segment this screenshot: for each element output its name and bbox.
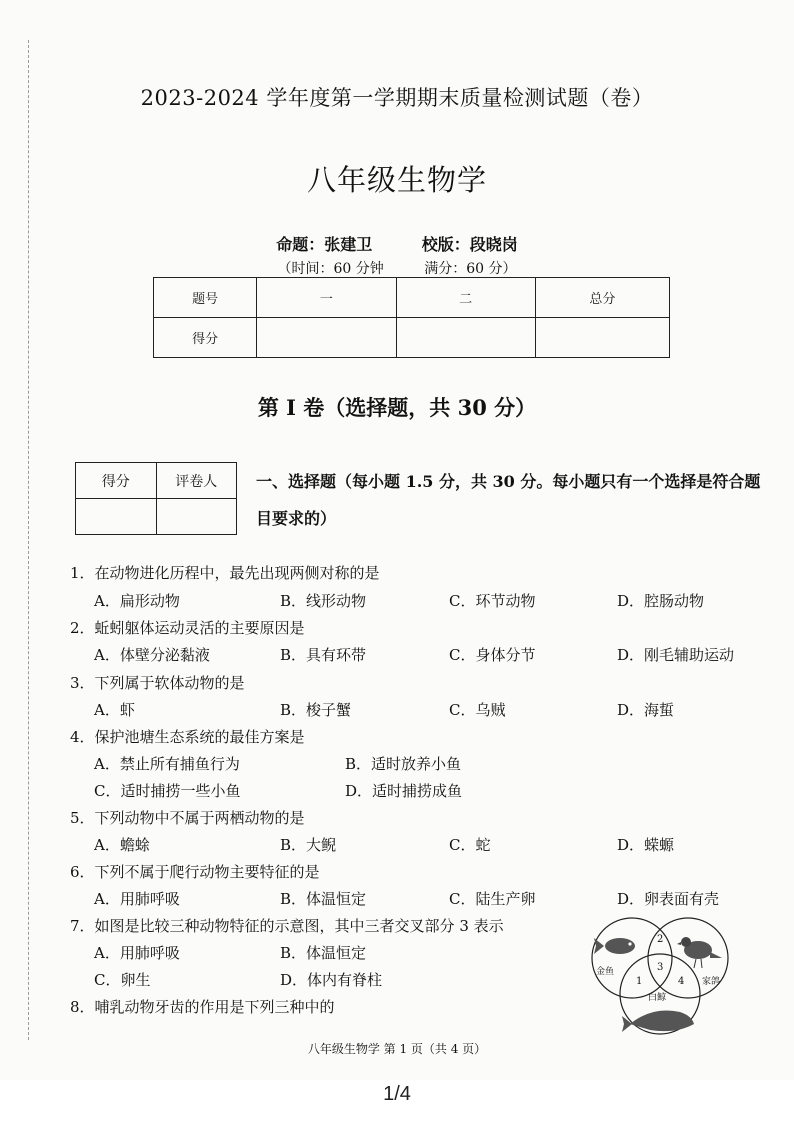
table-row xyxy=(76,463,237,499)
option-b: B．梭子蟹 xyxy=(280,701,352,719)
option-b: B．线形动物 xyxy=(280,592,367,610)
score-input-cell[interactable] xyxy=(535,318,669,358)
table-row xyxy=(154,318,670,358)
section-title: 一、选择题（每小题 1.5 分，共 30 分。每小题只有一个选择是符合题目要求的） xyxy=(256,472,761,528)
venn-label-whale: 白鲸 xyxy=(648,993,667,1003)
table-cell: 二 xyxy=(396,278,535,318)
question-stem: 6．下列不属于爬行动物主要特征的是 xyxy=(70,863,320,881)
option-a: A．蟾蜍 xyxy=(94,836,150,854)
option-d: D．卵表面有壳 xyxy=(617,890,720,908)
goldfish-icon xyxy=(594,938,635,954)
option-d: D．海蜇 xyxy=(617,701,675,719)
option-a: A．虾 xyxy=(94,701,135,719)
venn-number: 4 xyxy=(678,976,685,987)
time-info xyxy=(0,258,794,278)
beluga-icon xyxy=(622,1011,694,1033)
table-cell: 总分 xyxy=(535,278,669,318)
table-cell: 得分 xyxy=(154,318,257,358)
option-b: B．大鲵 xyxy=(280,836,337,854)
option-c: C．陆生产卵 xyxy=(449,890,536,908)
option-b: B．具有环带 xyxy=(280,646,367,664)
table-row xyxy=(76,499,237,535)
venn-number: 2 xyxy=(657,934,664,945)
option-a: A．扁形动物 xyxy=(94,592,180,610)
subject-title: 八年级生物学 xyxy=(306,163,487,197)
question-stem: 2．蚯蚓躯体运动灵活的主要原因是 xyxy=(70,619,305,637)
table-row xyxy=(154,278,670,318)
option-c: C．蛇 xyxy=(449,836,491,854)
grader-table xyxy=(75,462,237,535)
staff-line xyxy=(0,232,794,255)
venn-number: 1 xyxy=(636,976,643,987)
option-c: C．适时捕捞一些小鱼 xyxy=(94,782,241,800)
author: 命题：张建卫 xyxy=(276,235,373,254)
pigeon-icon xyxy=(677,937,722,968)
option-c: C．环节动物 xyxy=(449,592,536,610)
grader-input-cell[interactable] xyxy=(156,499,237,535)
proofreader: 校版：段晓岗 xyxy=(421,235,518,254)
question-stem: 5．下列动物中不属于两栖动物的是 xyxy=(70,809,305,827)
table-cell: 评卷人 xyxy=(156,463,237,499)
option-d: D．蝾螈 xyxy=(617,836,675,854)
question-stem: 1．在动物进化历程中，最先出现两侧对称的是 xyxy=(70,564,380,582)
exam-title: 2023-2024 学年度第一学期期末质量检测试题（卷） xyxy=(140,86,654,110)
option-c: C．卵生 xyxy=(94,971,151,989)
option-c: C．乌贼 xyxy=(449,701,506,719)
venn-label-pigeon: 家鸽 xyxy=(702,977,721,987)
question-stem: 3．下列属于软体动物的是 xyxy=(70,674,245,692)
venn-label-goldfish: 金鱼 xyxy=(596,967,615,977)
venn-number: 3 xyxy=(657,962,664,973)
option-b: B．适时放养小鱼 xyxy=(345,755,462,773)
option-b: B．体温恒定 xyxy=(280,944,367,962)
option-a: A．禁止所有捕鱼行为 xyxy=(94,755,240,773)
exam-time: （时间：60 分钟 xyxy=(277,261,384,277)
page-indicator: 1/4 xyxy=(383,1083,411,1105)
question-stem: 8．哺乳动物牙齿的作用是下列三种中的 xyxy=(70,998,335,1016)
option-c: C．身体分节 xyxy=(449,646,536,664)
table-cell: 一 xyxy=(257,278,396,318)
option-a: A．用肺呼吸 xyxy=(94,890,180,908)
venn-diagram xyxy=(580,912,740,1042)
table-cell: 题号 xyxy=(154,278,257,318)
full-score: 满分：60 分） xyxy=(424,261,517,277)
page-footer: 八年级生物学 第 1 页（共 4 页） xyxy=(307,1042,487,1056)
option-a: A．体壁分泌黏液 xyxy=(94,646,210,664)
score-input-cell[interactable] xyxy=(76,499,157,535)
question-stem: 4．保护池塘生态系统的最佳方案是 xyxy=(70,728,305,746)
option-b: B．体温恒定 xyxy=(280,890,367,908)
score-input-cell[interactable] xyxy=(396,318,535,358)
option-d: D．体内有脊柱 xyxy=(280,971,383,989)
option-d: D．适时捕捞成鱼 xyxy=(345,782,463,800)
table-cell: 得分 xyxy=(76,463,157,499)
option-a: A．用肺呼吸 xyxy=(94,944,180,962)
option-d: D．刚毛辅助运动 xyxy=(617,646,735,664)
score-table xyxy=(153,277,670,358)
score-input-cell[interactable] xyxy=(257,318,396,358)
volume-title: 第 I 卷（选择题，共 30 分） xyxy=(257,395,537,420)
option-d: D．腔肠动物 xyxy=(617,592,705,610)
question-stem: 7．如图是比较三种动物特征的示意图，其中三者交叉部分 3 表示 xyxy=(70,917,504,935)
